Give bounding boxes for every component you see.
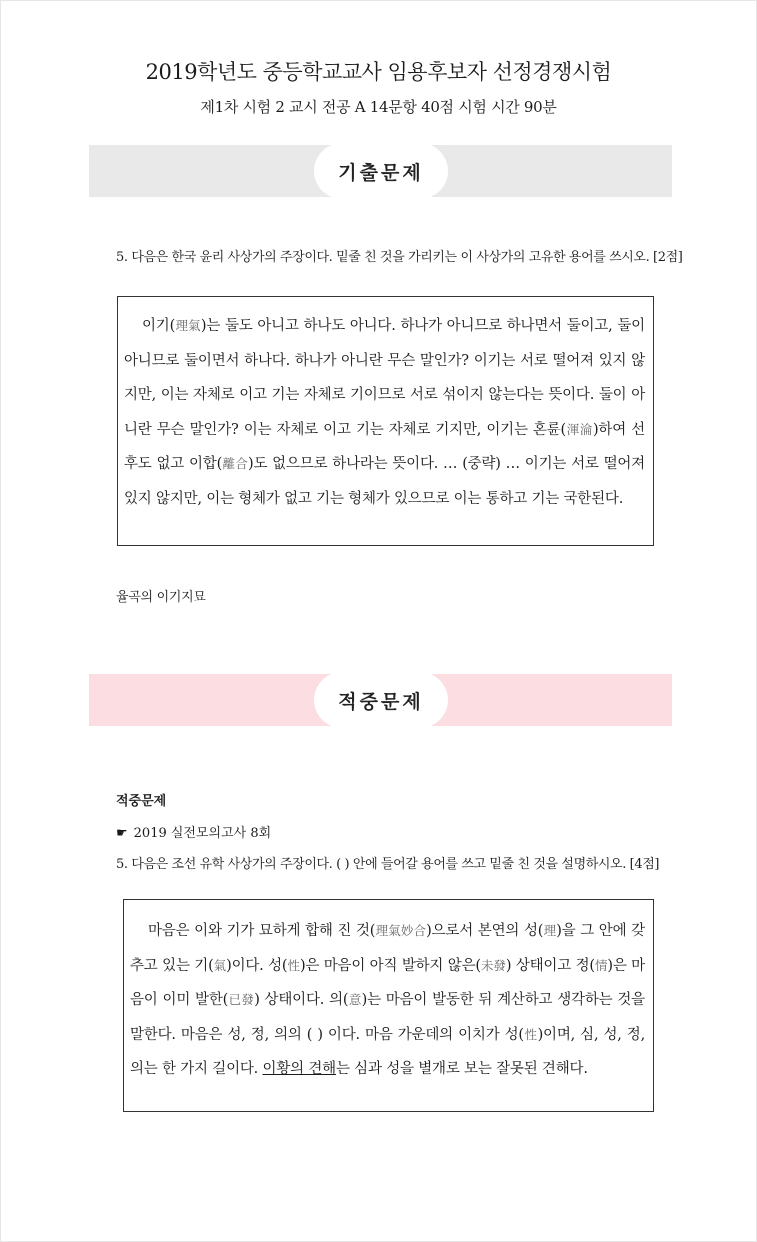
passage-text: )으로서 본연의 성( — [426, 923, 544, 939]
hanja: 性 — [523, 1026, 538, 1042]
passage-text: )는 마음이 발동한 뒤 계산하고 생각하는 것을 말한다. 마음은 성, 정, 의의 ( ) 이다. 마음 가운데의 이치가 성( — [130, 992, 645, 1043]
hit-question: 5. 다음은 조선 유학 사상가의 주장이다. ( ) 안에 들어갈 용어를 쓰고 밑줄 친 것을 설명하시오. [4점] — [116, 857, 660, 872]
pointing-hand-icon: ☛ — [116, 826, 128, 841]
passage-text: )는 둘도 아니고 하나도 아니다. 하나가 아니므로 하나면서 둘이고, 둘이 아니므로 둘이면서 하나다. 하나가 아니란 무슨 말인가? 이기는 서로 떨어져 있지 않지만, 이는 자체로 이고 기는 자체로 기이므로 서로 섞이지 않는다는 뜻이다. 둘이 아니란 무슨 말인가? 이는 자체로 이고 기는 자체로 기지만, 이기는 혼륜( — [124, 318, 645, 438]
passage-text: )은 마음이 아직 발하지 않은( — [299, 957, 481, 974]
passage-text: )이다. 성( — [226, 957, 288, 974]
hanja: 已發 — [228, 992, 255, 1007]
hanja: 離合 — [222, 456, 249, 471]
source-text: 2019 실전모의고사 8회 — [133, 826, 272, 841]
hanja: 理氣 — [175, 318, 201, 333]
hanja: 理 — [543, 923, 557, 938]
passage-text: 는 심과 성을 별개로 보는 잘못된 견해다. — [335, 1061, 588, 1077]
past-exam-answer: 율곡의 이기지묘 — [116, 590, 206, 605]
past-exam-banner — [89, 145, 672, 197]
passage-text: )은 마음이 이미 발한( — [130, 957, 645, 1008]
passage-text: )도 없으므로 하나라는 뜻이다. … (중략) … 이기는 서로 떨어져 있지 않지만, 이는 형체가 없고 기는 형체가 있으므로 이는 통하고 기는 국한된다. — [124, 456, 645, 507]
hit-question-banner-label: 적중문제 — [314, 672, 448, 728]
exam-subtitle: 제1차 시험 2 교시 전공 A 14문항 40점 시험 시간 90분 — [200, 98, 557, 116]
past-exam-banner-label: 기출문제 — [314, 143, 448, 199]
past-exam-question: 5. 다음은 한국 윤리 사상가의 주장이다. 밑줄 친 것을 가리키는 이 사상가의 고유한 용어를 쓰시오. [2점] — [116, 250, 683, 265]
passage-text: 이기( — [142, 318, 176, 334]
passage-text: 마음은 이와 기가 묘하게 합해 진 것( — [148, 923, 376, 939]
hit-question-banner — [89, 674, 672, 726]
hanja: 氣 — [213, 957, 227, 973]
hit-question-passage — [123, 899, 654, 1112]
hit-question-heading: 적중문제 — [116, 794, 167, 809]
passage-text: )을 그 안에 갖추고 있는 기( — [130, 923, 645, 974]
passage-text: )하여 선후도 없고 이합( — [124, 421, 645, 472]
hanja: 性 — [287, 957, 300, 973]
underlined-term: 이황의 견해 — [262, 1061, 336, 1077]
hanja: 意 — [348, 992, 362, 1007]
passage-text: ) 상태이고 정( — [505, 957, 595, 974]
passage-text: )이며, 심, 성, 정, 의는 한 가지 길이다. — [130, 1026, 645, 1077]
past-exam-passage — [117, 296, 654, 546]
hanja: 理氣妙合 — [375, 923, 427, 938]
hanja: 未發 — [480, 957, 506, 973]
passage-text: ) 상태이다. 의( — [254, 992, 349, 1008]
hanja: 情 — [594, 957, 608, 973]
exam-title: 2019학년도 중등학교교사 임용후보자 선정경쟁시험 — [145, 60, 612, 84]
hanja: 渾淪 — [566, 421, 593, 437]
hit-question-source — [116, 822, 271, 841]
